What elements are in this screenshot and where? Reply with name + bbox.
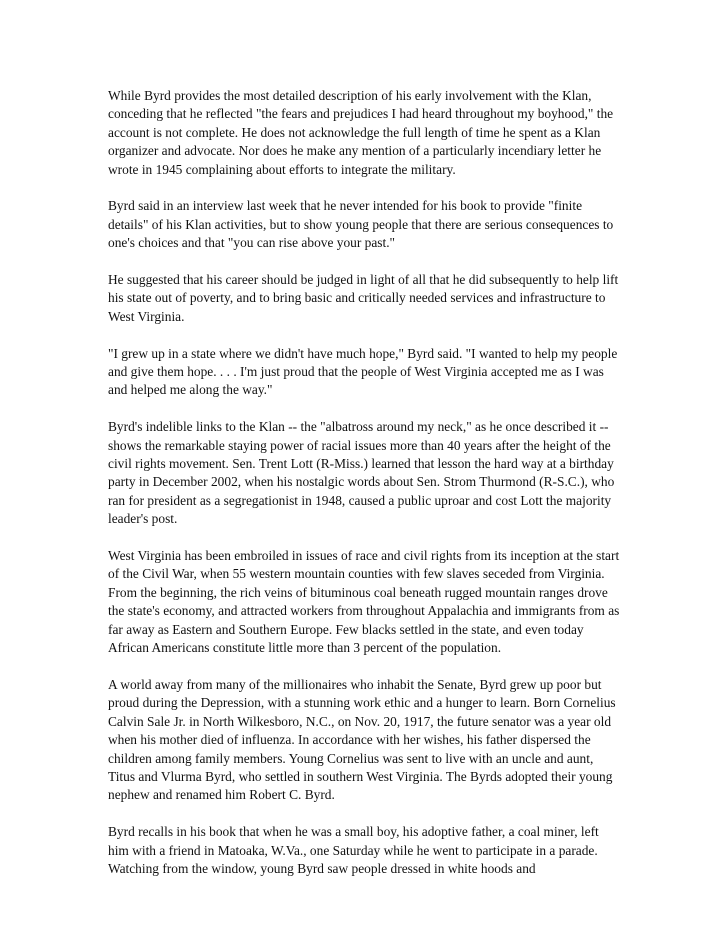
paragraph: While Byrd provides the most detailed description of his early involvement with the Klan, conceding that he reflected "the fears and prejudices I had heard throughout my boyhood," the account is not complete. He does not acknowledge the full length of time he spent as a Klan organizer and advocate. Nor does he make any mention of a particularly incendiary letter he wrote in 1945 complaining about efforts to integrate the military. <box>108 88 614 177</box>
document-body <box>108 87 622 897</box>
paragraph: Byrd's indelible links to the Klan -- the "albatross around my neck," as he once described it -- shows the remarkable staying power of racial issues more than 40 years after the height of the civil rights movement. Sen. Trent Lott (R-Miss.) learned that lesson the hard way at a birthday party in December 2002, when his nostalgic words about Sen. Strom Thurmond (R-S.C.), who ran for president as a segregationist in 1948, caused a public uproar and cost Lott the majority leader's post. <box>108 419 615 527</box>
paragraph: He suggested that his career should be judged in light of all that he did subsequently to help lift his state out of poverty, and to bring basic and critically needed services and infrastructure to West Virginia. <box>108 272 619 324</box>
paragraph: Byrd said in an interview last week that he never intended for his book to provide "finite details" of his Klan activities, but to show young people that there are serious consequences to one's choices and that "you can rise above your past." <box>108 198 614 251</box>
paragraph: West Virginia has been embroiled in issues of race and civil rights from its inception at the start of the Civil War, when 55 western mountain counties with few slaves seceded from Virginia. From the beginning, the rich veins of bituminous coal beneath rugged mountain ranges drove the state's economy, and attracted workers from throughout Appalachia and immigrants from as far away as Eastern and Southern Europe. Few blacks settled in the state, and even today African Americans constitute little more than 3 percent of the population. <box>108 548 620 656</box>
paragraph: A world away from many of the millionaires who inhabit the Senate, Byrd grew up poor but proud during the Depression, with a stunning work ethic and a hunger to learn. Born Cornelius Calvin Sale Jr. in North Wilkesboro, N.C., on Nov. 20, 1917, the future senator was a year old when his mother died of influenza. In accordance with her wishes, his father dispersed the children among family members. Young Cornelius was sent to live with an uncle and aunt, Titus and Vlurma Byrd, who settled in southern West Virginia. The Byrds adopted their young nephew and renamed him Robert C. Byrd. <box>108 676 616 803</box>
paragraph: Byrd recalls in his book that when he was a small boy, his adoptive father, a coal miner, left him with a friend in Matoaka, W.Va., one Saturday while he went to participate in a parade. Watching from the window, young Byrd saw people dressed in white hoods and <box>108 824 599 876</box>
paragraph: "I grew up in a state where we didn't have much hope," Byrd said. "I wanted to help my people and give them hope. . . . I'm just proud that the people of West Virginia accepted me as I was and helped me along the way." <box>108 345 618 398</box>
